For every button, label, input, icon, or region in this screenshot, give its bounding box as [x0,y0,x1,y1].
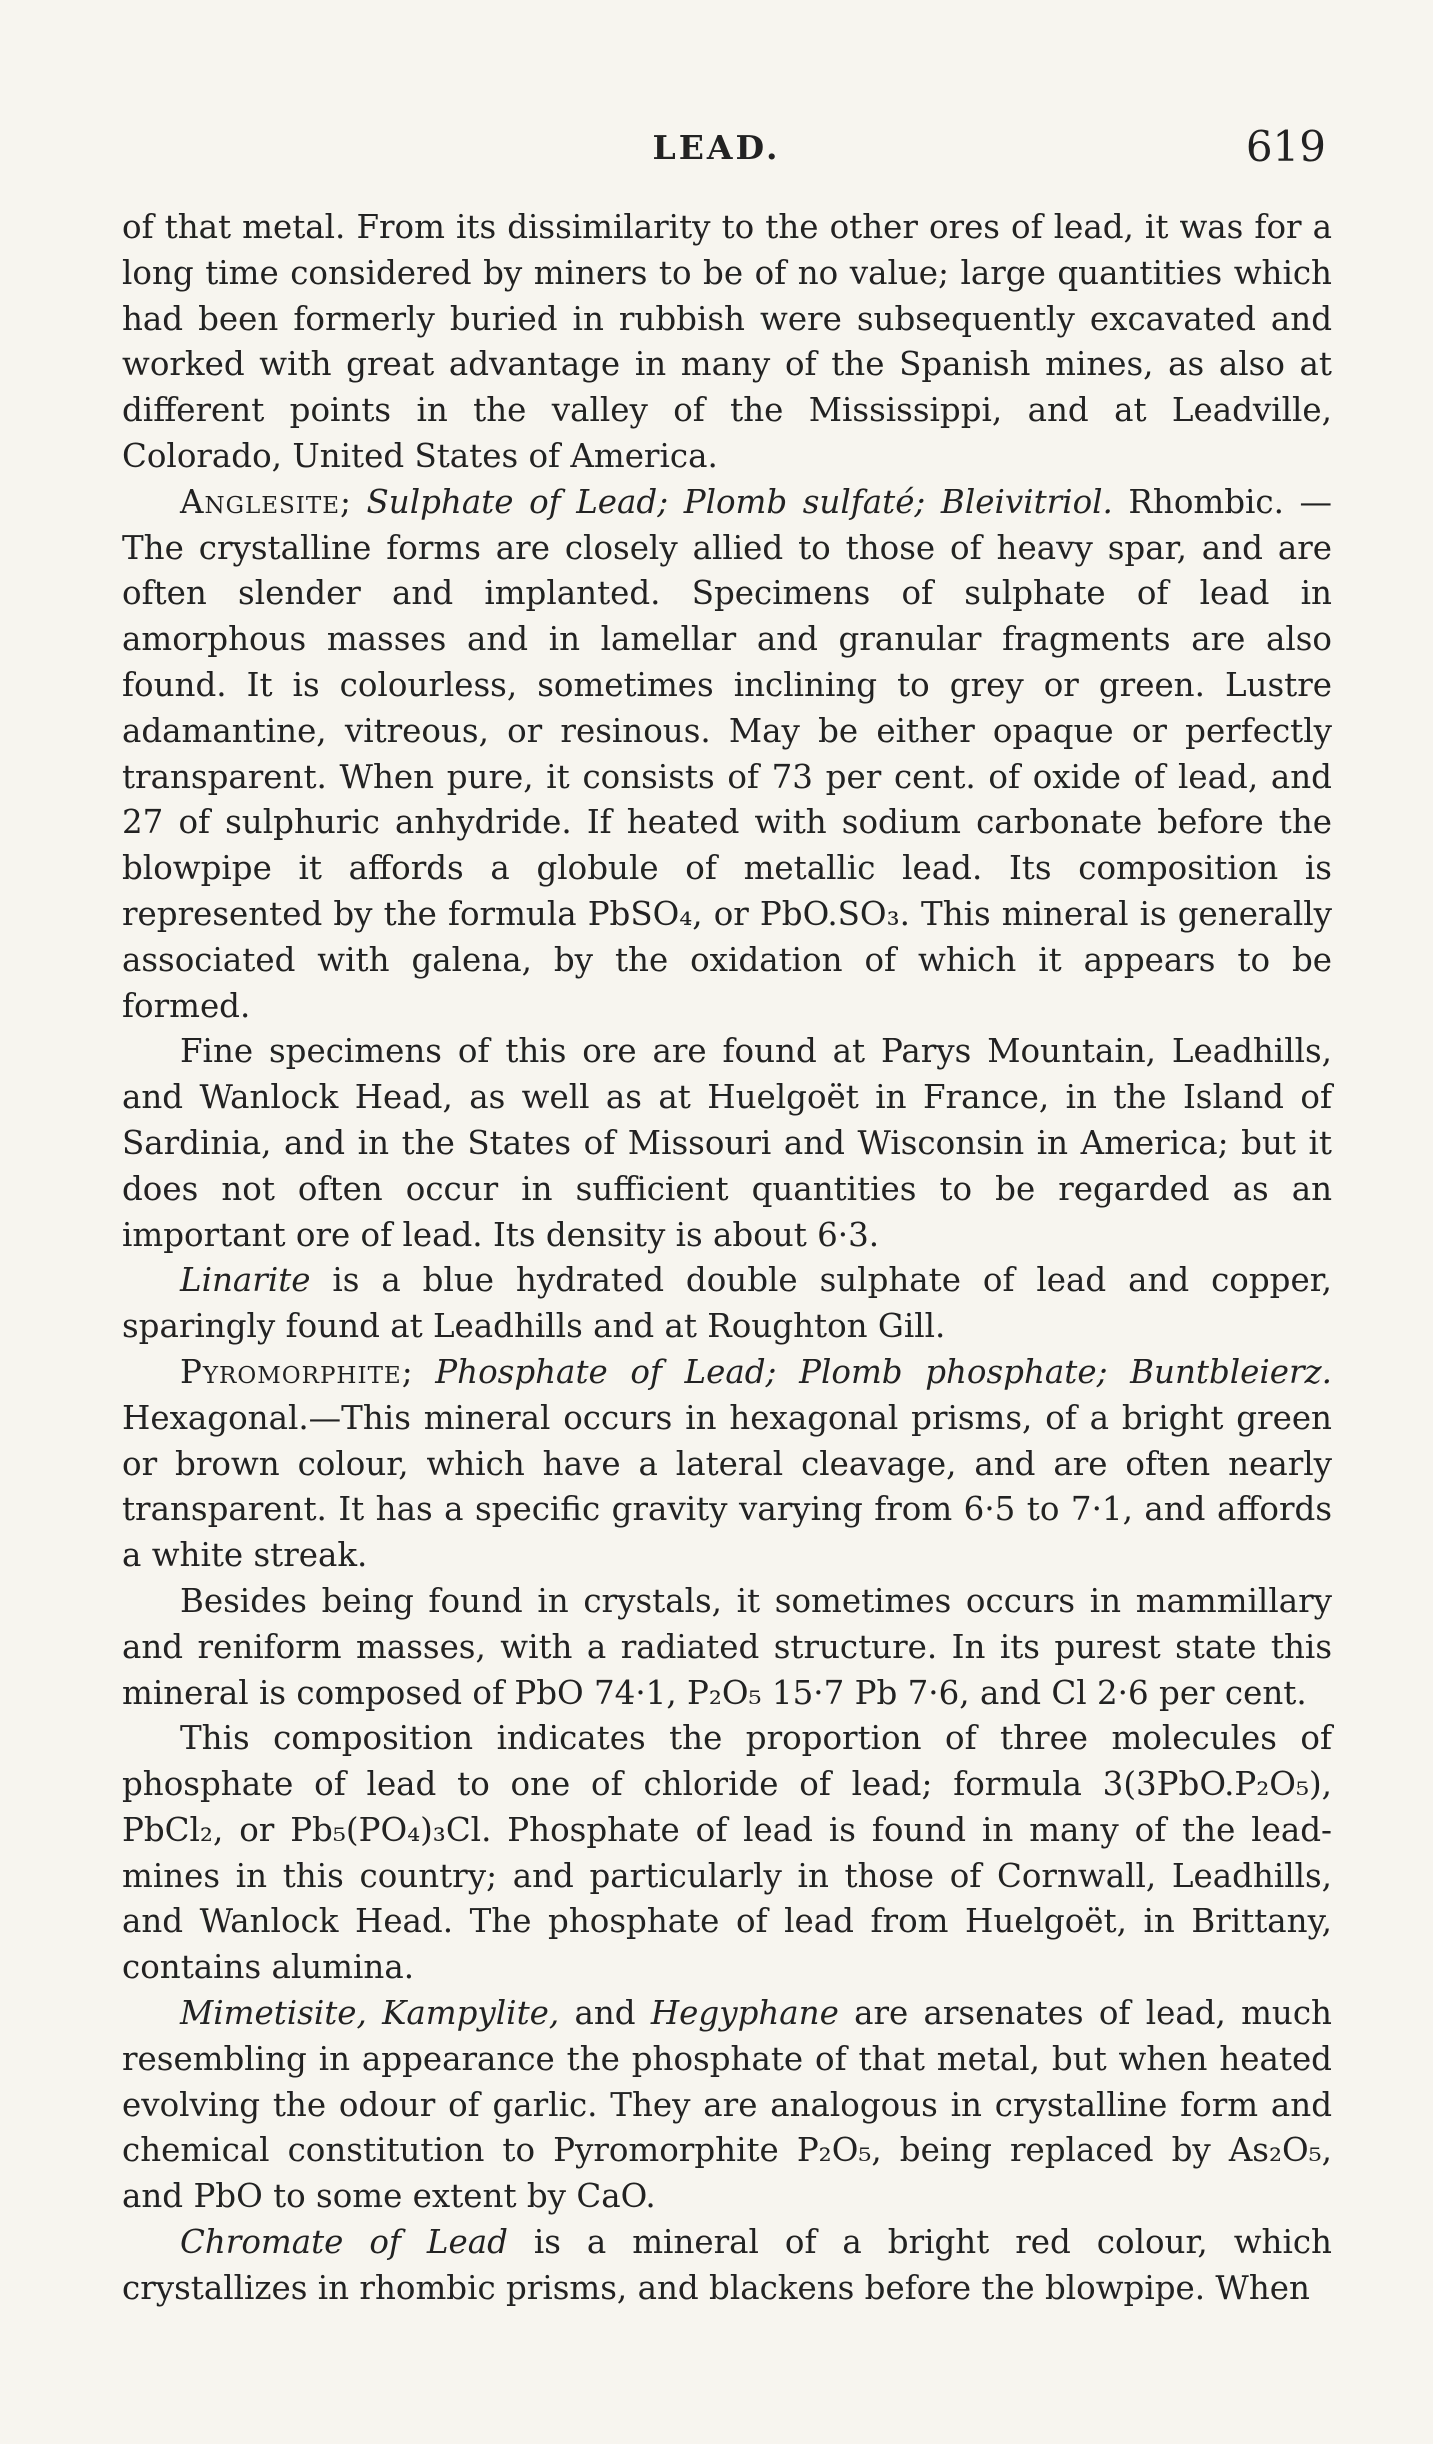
paragraph-text: are arsenates of lead, much resembling in appearance the phosphate of that metal, but when heated evolving the odour of garlic. They are analogous in crystalline form and chemical constitution to Pyromorphite P₂O₅, being replaced by As₂O₅, and PbO to some extent by CaO. [122,1994,1332,2216]
separator: ; [401,1352,436,1391]
alternate-names: Phosphate of Lead; Plomb phosphate; Buntbleierz. [435,1352,1333,1391]
paragraph-formula: This composition indicates the proportion of three molecules of phosphate of lead to one of chloride of lead; formula 3(3PbO.P₂O₅), PbCl₂, or Pb₅(PO₄)₃Cl. Phosphate of lead is found in many of the lead-mines in this country; and particularly in those of Cornwall, Leadhills, and Wanlock Head. The phosphate of lead from Huelgoët, in Brittany, contains alumina. [122,1719,1332,1987]
mineral-name: Anglesite [180,482,341,521]
page-number: 619 [1245,122,1326,171]
paragraph-pyromorphite [122,1350,1332,1579]
conjunction: and [559,1994,651,2033]
paragraph-text: is a mineral of a bright red colour, which crystallizes in rhombic prisms, and blackens before the blowpipe. When [122,2223,1332,2307]
body-text [122,205,1332,2312]
paragraph-localities: Fine specimens of this ore are found at Parys Mountain, Leadhills, and Wanlock Head, as well as at Huelgoët in France, in the Island of Sardinia, and in the States of Missouri and Wisconsin in America; but it does not often occur in sufficient quantities to be regarded as an important ore of lead. Its density is about 6·3. [122,1032,1332,1254]
paragraph-chromate [122,2220,1332,2312]
mineral-name: Chromate of Lead [180,2223,508,2262]
page-header [0,122,1433,178]
alternate-names: Sulphate of Lead; Plomb sulfaté; Bleivitriol. [366,482,1113,521]
mineral-name: Hegyphane [650,1994,839,2033]
separator: ; [340,482,367,521]
paragraph-anglesite [122,480,1332,1030]
paragraph-text: Hexagonal.—This mineral occurs in hexagonal prisms, of a bright green or brown colour, which have a lateral cleavage, and are often nearly transparent. It has a specific gravity varying from 6·5 to 7·1, and affords a white streak. [122,1398,1332,1575]
paragraph-arsenates [122,1991,1332,2220]
paragraph-composition: Besides being found in crystals, it sometimes occurs in mammillary and reniform masses, with a radiated structure. In its purest state this mineral is composed of PbO 74·1, P₂O₅ 15·7 Pb 7·6, and Cl 2·6 per cent. [122,1581,1332,1712]
mineral-name: Linarite [180,1261,311,1300]
paragraph-linarite [122,1258,1332,1350]
paragraph-text: Rhombic. —The crystalline forms are closely allied to those of heavy spar, and are often slender and implanted. Specimens of sulphate of lead in amorphous masses and in lamellar and granular fragments are also found. It is colourless, sometimes inclining to grey or green. Lustre adamantine, vitreous, or resinous. May be either opaque or perfectly transparent. When pure, it consists of 73 per cent. of oxide of lead, and 27 of sulphuric anhydride. If heated with sodium carbonate before the blowpipe it affords a globule of metallic lead. Its composition is represented by the formula PbSO₄, or PbO.SO₃. This mineral is generally associated with galena, by the oxidation of which it appears to be formed. [122,482,1332,1025]
paragraph-1: of that metal. From its dissimilarity to the other ores of lead, it was for a long time considered by miners to be of no value; large quantities which had been formerly buried in rubbish were subsequently excavated and worked with great advantage in many of the Spanish mines, as also at different points in the valley of the Mississippi, and at Leadville, Colorado, United States of America. [122,208,1332,475]
paragraph-text: is a blue hydrated double sulphate of lead and copper, sparingly found at Leadhills and at Roughton Gill. [122,1261,1332,1346]
running-head: LEAD. [652,128,781,167]
mineral-name: Mimetisite, [180,1994,367,2033]
mineral-name: Kampylite, [382,1994,560,2033]
mineral-name: Pyromorphite [180,1352,402,1391]
